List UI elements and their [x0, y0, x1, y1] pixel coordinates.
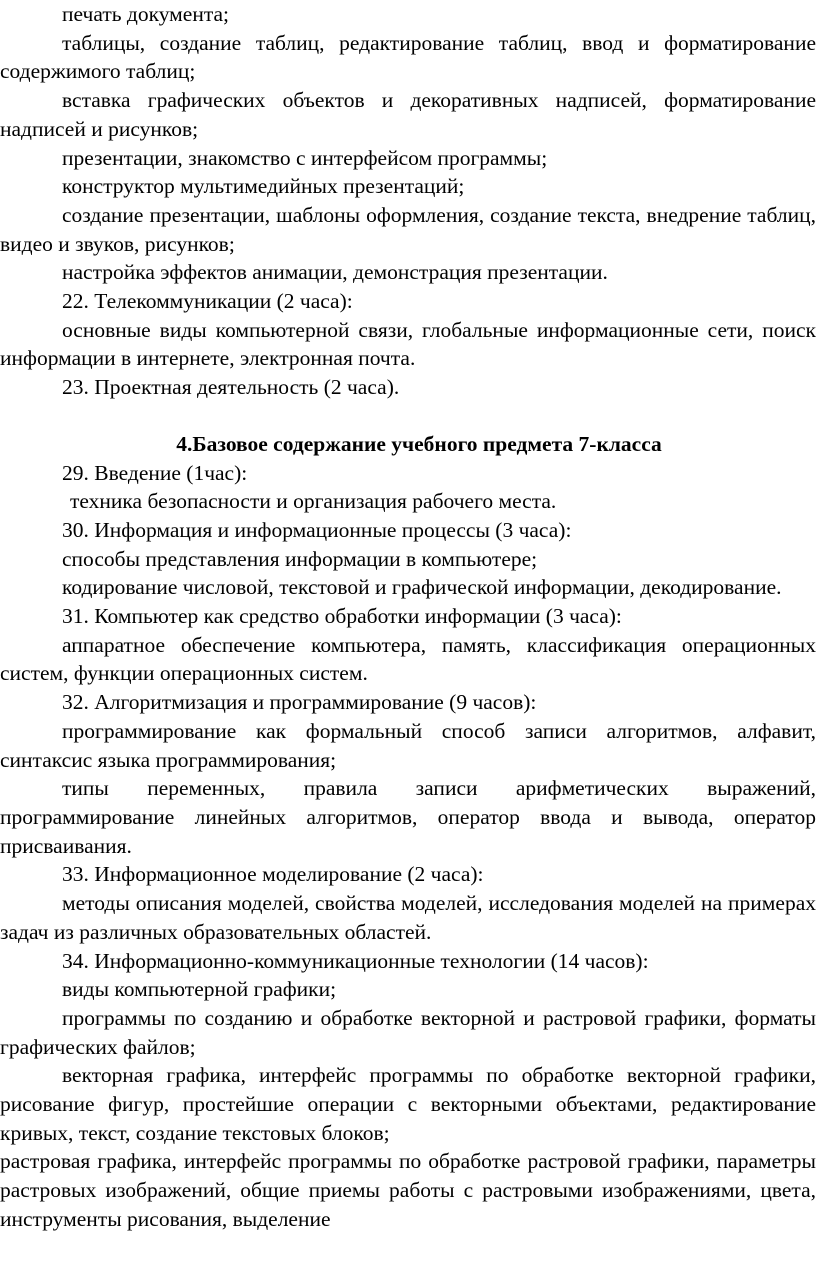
paragraph-encoding: кодирование числовой, текстовой и графической информации, декодирование. [62, 575, 782, 600]
paragraph-topic-31: 31. Компьютер как средство обработки информации (3 часа): [62, 604, 622, 629]
paragraph-topic-33: 33. Информационное моделирование (2 часа): [62, 862, 484, 887]
paragraph-topic-34: 34. Информационно-коммуникационные технологии (14 часов): [62, 948, 649, 973]
paragraph-representation: способы представления информации в компьютере; [62, 546, 538, 571]
paragraph-topic-30: 30. Информация и информационные процессы (3 часа): [62, 517, 572, 542]
paragraph-topic-23: 23. Проектная деятельность (2 часа). [62, 375, 400, 400]
paragraph-raster-graphics: растровая графика, интерфейс программы по обработке растровой графики, параметры растровых изображений, общие приемы работы с растровыми изображениями, цвета, инструменты рисования, выделение [0, 1149, 816, 1231]
paragraph-graphic-objects: вставка графических объектов и декоративных надписей, форматирование надписей и рисунков; [0, 88, 816, 141]
paragraph-variables: типы переменных, правила записи арифметических выражений, программирование линейных алгоритмов, оператор ввода и вывода, оператор присваивания. [0, 776, 816, 858]
paragraph-presentations: презентации, знакомство с интерфейсом программы; [62, 145, 548, 170]
paragraph-topic-29: 29. Введение (1час): [62, 460, 248, 485]
section-heading: 4.Базовое содержание учебного предмета 7-класса [176, 431, 662, 456]
paragraph-programming: программирование как формальный способ записи алгоритмов, алфавит, синтаксис языка программирования; [0, 718, 816, 772]
paragraph-graphics-types: виды компьютерной графики; [62, 977, 337, 1002]
paragraph-safety: техника безопасности и организация рабочего места. [70, 489, 557, 514]
paragraph-communication: основные виды компьютерной связи, глобальные информационные сети, поиск информации в интернете, электронная почта. [0, 317, 816, 371]
paragraph-print-document: печать документа; [62, 2, 230, 26]
paragraph-topic-32: 32. Алгоритмизация и программирование (9 часов): [62, 690, 537, 715]
paragraph-create-presentation: создание презентации, шаблоны оформления, создание текста, внедрение таблиц, видео и звуков, рисунков; [0, 202, 816, 256]
paragraph-constructor: конструктор мультимедийных презентаций; [62, 174, 465, 199]
paragraph-hardware: аппаратное обеспечение компьютера, память, классификация операционных систем, функции операционных систем. [0, 632, 816, 686]
paragraph-vector-graphics: векторная графика, интерфейс программы по обработке векторной графики, рисование фигур, простейшие операции с векторными объектами, редактирование кривых, текст, создание текстовых блоков; [0, 1063, 816, 1145]
paragraph-graphics-programs: программы по созданию и обработке векторной и растровой графики, форматы графических файлов; [0, 1005, 816, 1059]
paragraph-animation: настройка эффектов анимации, демонстрация презентации. [62, 260, 608, 285]
paragraph-modeling: методы описания моделей, свойства моделей, исследования моделей на примерах задач из различных образовательных областей. [0, 891, 816, 944]
paragraph-topic-22: 22. Телекоммуникации (2 часа): [62, 289, 353, 314]
paragraph-tables: таблицы, создание таблиц, редактирование таблиц, ввод и форматирование содержимого таблиц; [0, 30, 816, 84]
